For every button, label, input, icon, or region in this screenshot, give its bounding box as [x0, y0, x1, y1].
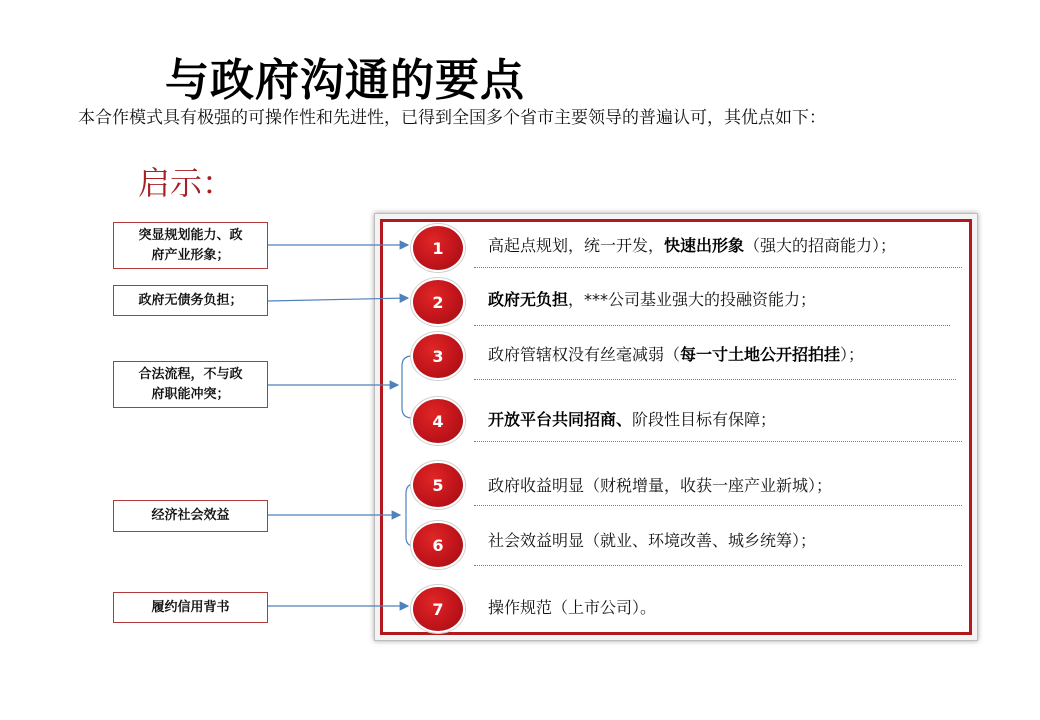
separator-line: [474, 505, 962, 506]
point-text-2: 政府无负担，***公司基业强大的投融资能力；: [488, 290, 817, 309]
bracket-3-4: [402, 356, 412, 418]
number-badge-7: 7: [411, 585, 465, 633]
number-badge-2: 2: [411, 278, 465, 326]
separator-line: [474, 267, 962, 268]
left-box-text: 府职能冲突；: [151, 386, 230, 402]
separator-line: [474, 565, 962, 566]
point-text-6: 社会效益明显（就业、环境改善、城乡统筹）；: [488, 531, 817, 550]
left-box-text: 政府无债务负担；: [138, 292, 243, 308]
left-box-text: 经济社会效益: [151, 508, 230, 523]
separator-line: [474, 441, 962, 442]
number-badge-3: 3: [411, 332, 465, 380]
left-box-text: 履约信用背书: [151, 599, 230, 615]
hint-label: 启示：: [138, 164, 235, 202]
point-text-1: 高起点规划，统一开发，快速出形象（强大的招商能力）；: [488, 236, 897, 255]
point-text-5: 政府收益明显（财税增量，收获一座产业新城）；: [488, 476, 833, 495]
separator-line: [474, 325, 950, 326]
number-badge-5: 5: [411, 461, 465, 509]
point-text-3: 政府管辖权没有丝毫减弱（每一寸土地公开招拍挂）；: [488, 345, 865, 364]
arrow-2: [268, 298, 408, 301]
point-text-7: 操作规范（上市公司）。: [488, 598, 657, 617]
separator-line: [474, 379, 956, 380]
left-box-text: 合法流程，不与政: [138, 366, 243, 382]
page-subtitle: 本合作模式具有极强的可操作性和先进性，已得到全国多个省市主要领导的普遍认可，其优点如下：: [78, 108, 826, 128]
number-badge-1: 1: [411, 224, 465, 272]
left-box-text: 府产业形象；: [151, 247, 230, 263]
left-box-text: 突显规划能力、政: [138, 227, 243, 243]
point-text-4: 开放平台共同招商、阶段性目标有保障；: [488, 410, 777, 429]
number-badge-6: 6: [411, 521, 465, 569]
page-title: 与政府沟通的要点: [165, 55, 525, 106]
number-badge-4: 4: [411, 397, 465, 445]
